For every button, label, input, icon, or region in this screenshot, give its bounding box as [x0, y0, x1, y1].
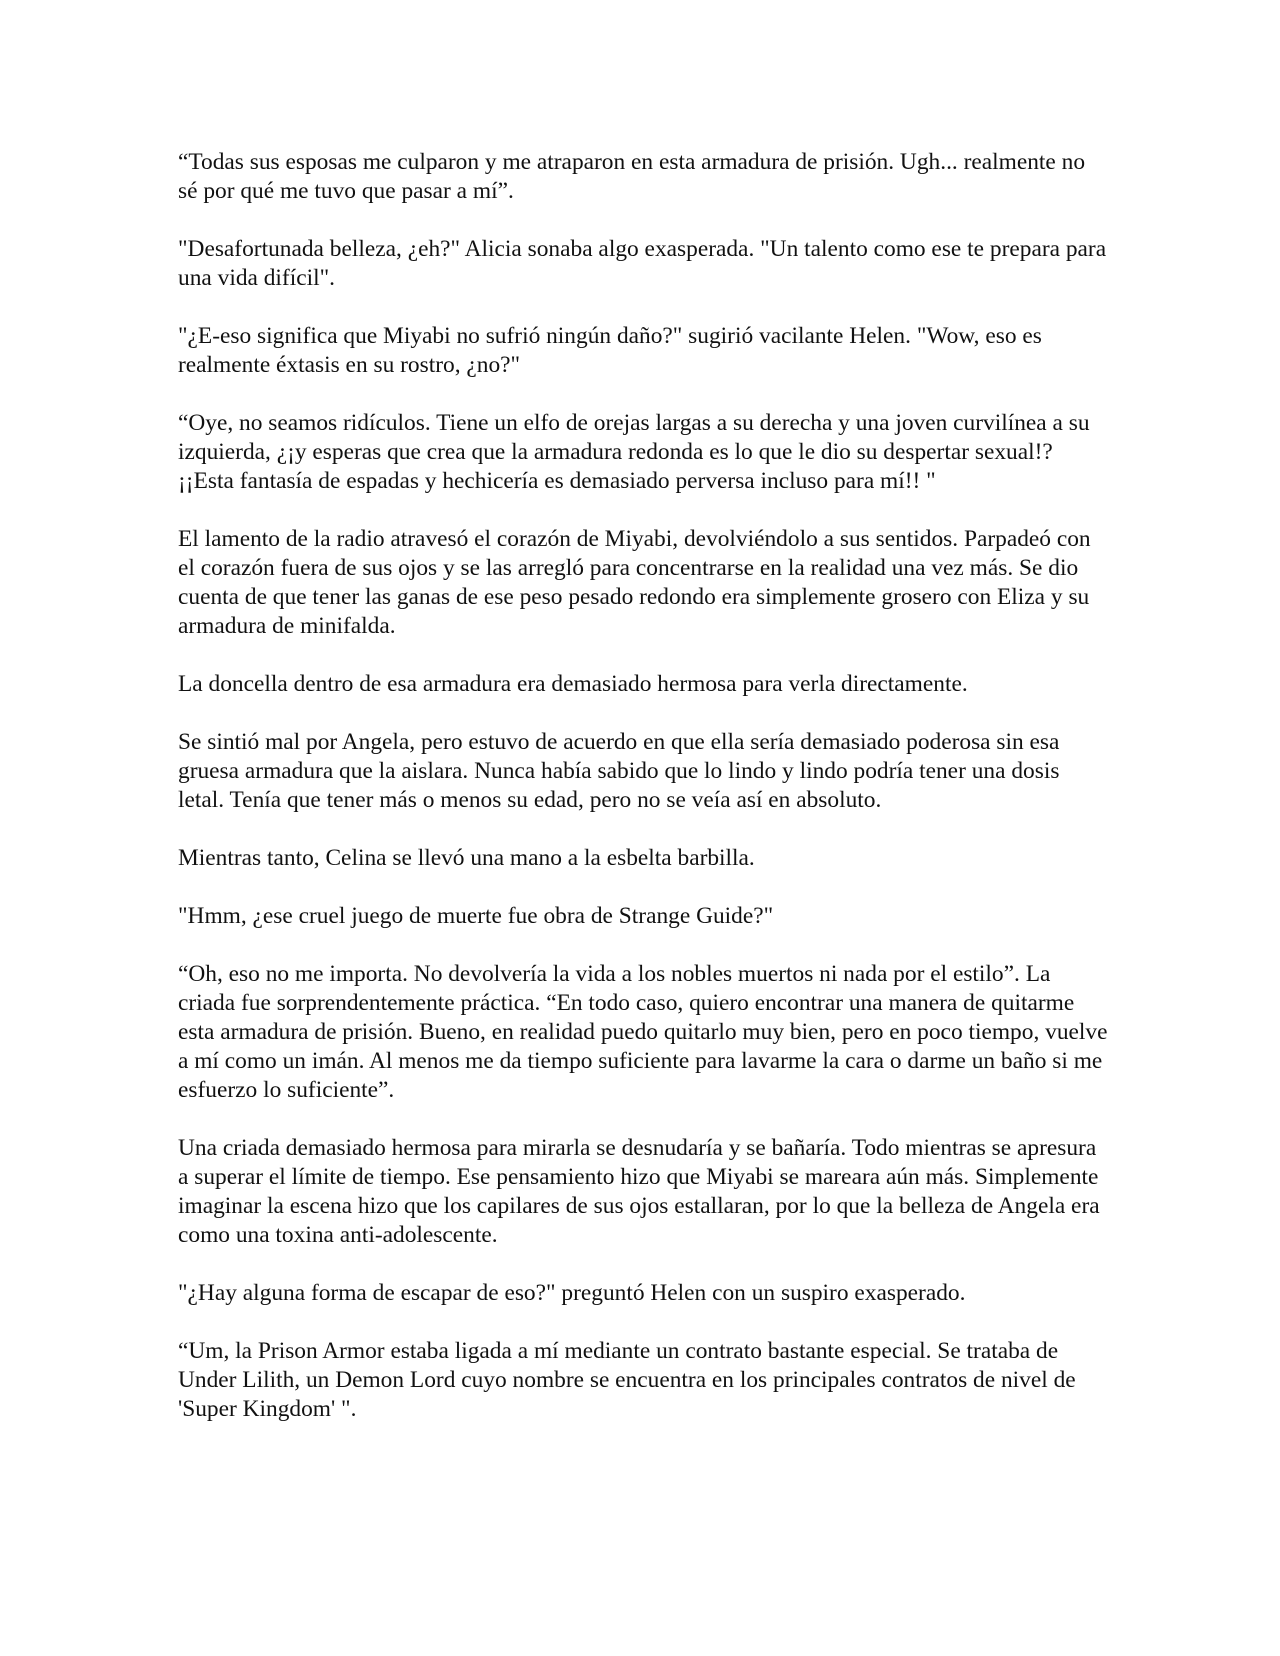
paragraph: “Oh, eso no me importa. No devolvería la vida a los nobles muertos ni nada por el estilo”. La criada fue sorprendentemente práctica. “En todo caso, quiero encontrar una manera de quitarme esta armadura de prisión. Bueno, en realidad puedo quitarlo muy bien, pero en poco tiempo, vuelve a mí como un imán. Al menos me da tiempo suficiente para lavarme la cara o darme un baño si me esfuerzo lo suficiente”.: [178, 961, 1108, 1103]
paragraph: La doncella dentro de esa armadura era demasiado hermosa para verla directamente.: [178, 671, 968, 697]
paragraph: “Oye, no seamos ridículos. Tiene un elfo de orejas largas a su derecha y una joven curvilínea a su izquierda, ¿¡y esperas que crea que la armadura redonda es lo que le dio su despertar sexual!? ¡¡Esta fantasía de espadas y hechicería es demasiado perversa incluso para mí!! ": [178, 410, 1090, 494]
paragraph: “Todas sus esposas me culparon y me atraparon en esta armadura de prisión. Ugh... realmente no sé por qué me tuvo que pasar a mí”.: [178, 149, 1086, 204]
paragraph: El lamento de la radio atravesó el corazón de Miyabi, devolviéndolo a sus sentidos. Parpadeó con el corazón fuera de sus ojos y se las arregló para concentrarse en la realidad una vez más. Se dio cuenta de que tener las ganas de ese peso pesado redondo era simplemente grosero con Eliza y su armadura de minifalda.: [178, 526, 1091, 639]
paragraph: Mientras tanto, Celina se llevó una mano a la esbelta barbilla.: [178, 845, 755, 871]
paragraph: Se sintió mal por Angela, pero estuvo de acuerdo en que ella sería demasiado poderosa sin esa gruesa armadura que la aislara. Nunca había sabido que lo lindo y lindo podría tener una dosis letal. Tenía que tener más o menos su edad, pero no se veía así en absoluto.: [178, 729, 1060, 813]
paragraph: “Um, la Prison Armor estaba ligada a mí mediante un contrato bastante especial. Se trataba de Under Lilith, un Demon Lord cuyo nombre se encuentra en los principales contratos de nivel de 'Super Kingdom' ".: [178, 1338, 1076, 1422]
paragraph: "Hmm, ¿ese cruel juego de muerte fue obra de Strange Guide?": [178, 903, 774, 929]
paragraph: Una criada demasiado hermosa para mirarla se desnudaría y se bañaría. Todo mientras se apresura a superar el límite de tiempo. Ese pensamiento hizo que Miyabi se mareara aún más. Simplemente imaginar la escena hizo que los capilares de sus ojos estallaran, por lo que la belleza de Angela era como una toxina anti-adolescente.: [178, 1135, 1100, 1248]
paragraph: "¿Hay alguna forma de escapar de eso?" preguntó Helen con un suspiro exasperado.: [178, 1280, 966, 1306]
document-page: [178, 148, 1108, 1453]
paragraph: "¿E-eso significa que Miyabi no sufrió ningún daño?" sugirió vacilante Helen. "Wow, eso es realmente éxtasis en su rostro, ¿no?": [178, 323, 1042, 378]
paragraph: "Desafortunada belleza, ¿eh?" Alicia sonaba algo exasperada. "Un talento como ese te prepara para una vida difícil".: [178, 236, 1107, 291]
